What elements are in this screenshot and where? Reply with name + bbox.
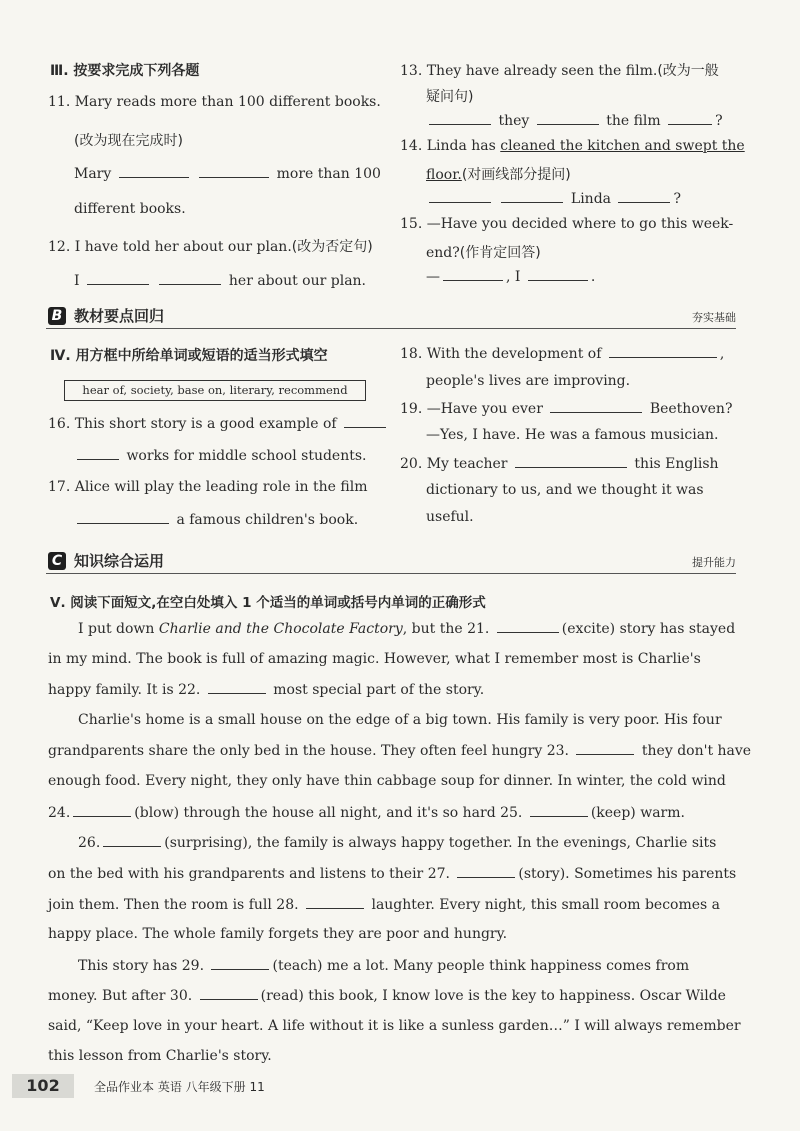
section-c-title: 知识综合运用 [74, 552, 165, 570]
q11-instruction: (改为现在完成时) [74, 133, 183, 149]
q18-text: 18. With the development of , [400, 346, 725, 362]
q14-blank-2[interactable] [501, 190, 563, 203]
section-b-title: 教材要点回归 [74, 307, 165, 325]
q15-line-2: end?(作肯定回答) [426, 245, 541, 261]
q13-blank-1[interactable] [429, 112, 491, 125]
section-3-left [48, 60, 393, 300]
q14-underlined-text: cleaned the kitchen and swept the [500, 138, 745, 154]
passage-line-3: happy family. It is 22. most special part of the story. [48, 682, 485, 698]
passage-line-7: 24. (blow) through the house all night, and it's so hard 25. (keep) warm. [48, 805, 685, 821]
q11-blank-1[interactable] [119, 165, 189, 178]
section-3-right [400, 60, 745, 290]
q11-answer-line: Mary more than 100 [74, 166, 381, 182]
passage-line-9: on the bed with his grandparents and listens to their 27. (story). Sometimes his parents [48, 866, 737, 882]
blank-23[interactable] [576, 742, 634, 755]
section-4-left [48, 345, 393, 535]
q17-line-2: a famous children's book. [74, 511, 358, 528]
passage-line-14: said, “Keep love in your heart. A life without it is like a sunless garden…” I will always remember [48, 1018, 741, 1034]
q13-blank-2[interactable] [537, 112, 599, 125]
q14-line-2: floor.(对画线部分提问) [426, 167, 571, 183]
section-b-rule [46, 328, 736, 329]
blank-28[interactable] [306, 896, 364, 909]
q13-blank-3[interactable] [668, 112, 712, 125]
passage-line-15: this lesson from Charlie's story. [48, 1048, 272, 1064]
section-c-badge: C [48, 552, 66, 570]
blank-29[interactable] [211, 957, 269, 970]
q13-answer-line: they the film ? [426, 112, 723, 129]
q16-line-2: works for middle school students. [74, 447, 367, 464]
q15-blank-1[interactable] [443, 268, 503, 281]
q12-text: 12. I have told her about our plan.(改为否定句) [48, 239, 373, 255]
q19-line-2: —Yes, I have. He was a famous musician. [426, 427, 719, 443]
word-box: hear of, society, base on, literary, recommend [64, 380, 366, 401]
passage-line-4: Charlie's home is a small house on the edge of a big town. His family is very poor. His four [78, 712, 722, 728]
section-4-heading: Ⅳ. 用方框中所给单词或短语的适当形式填空 [50, 348, 328, 364]
passage-line-12: This story has 29. (teach) me a lot. Many people think happiness comes from [78, 958, 690, 974]
q18-blank[interactable] [609, 345, 717, 358]
blank-26[interactable] [103, 834, 161, 847]
q14-text: 14. Linda has cleaned the kitchen and swept the [400, 138, 745, 154]
blank-27[interactable] [457, 865, 515, 878]
passage-line-11: happy place. The whole family forgets they are poor and hungry. [48, 926, 508, 942]
q15-text: 15. —Have you decided where to go this week- [400, 216, 734, 232]
q12-blank-2[interactable] [159, 272, 221, 285]
blank-22[interactable] [208, 681, 266, 694]
q20-text: 20. My teacher this English [400, 456, 719, 472]
q14-answer-line: Linda ? [426, 190, 681, 207]
passage-line-10: join them. Then the room is full 28. laughter. Every night, this small room becomes a [48, 897, 721, 913]
section-b-header [46, 305, 736, 329]
q20-line-3: useful. [426, 509, 474, 525]
q14-blank-3[interactable] [618, 190, 670, 203]
passage-line-1: I put down Charlie and the Chocolate Factory, but the 21. (excite) story has stayed [78, 621, 736, 637]
section-c-rule [46, 573, 736, 574]
q15-answer-line: — , I . [426, 269, 596, 285]
q11-answer-line-2: different books. [74, 201, 186, 217]
q19-text: 19. —Have you ever Beethoven? [400, 401, 733, 417]
q11-blank-2[interactable] [199, 165, 269, 178]
passage-line-8: 26. (surprising), the family is always happy together. In the evenings, Charlie sits [78, 835, 717, 851]
q20-blank[interactable] [515, 455, 627, 468]
q14-blank-1[interactable] [429, 190, 491, 203]
q12-blank-1[interactable] [87, 272, 149, 285]
passage [48, 620, 752, 1064]
q20-line-2: dictionary to us, and we thought it was [426, 482, 704, 498]
blank-21[interactable] [497, 620, 559, 633]
q17-blank[interactable] [77, 511, 169, 524]
section-5-heading: Ⅴ. 阅读下面短文,在空白处填入 1 个适当的单词或括号内单词的正确形式 [50, 595, 486, 611]
q11-text: 11. Mary reads more than 100 different books. [48, 94, 381, 110]
section-3-heading: Ⅲ. 按要求完成下列各题 [50, 63, 200, 79]
blank-30[interactable] [200, 987, 258, 1000]
q16-text: 16. This short story is a good example of [48, 415, 389, 432]
passage-line-13: money. But after 30. (read) this book, I know love is the key to happiness. Oscar Wilde [48, 988, 726, 1004]
q19-blank[interactable] [550, 400, 642, 413]
section-4-right [400, 345, 740, 535]
section-c-tag: 提升能力 [692, 556, 736, 569]
passage-line-5: grandparents share the only bed in the house. They often feel hungry 23. they don't have [48, 743, 752, 759]
book-title: 全品作业本 英语 八年级下册 11 [94, 1080, 265, 1094]
blank-24[interactable] [73, 804, 131, 817]
q12-answer-line: I her about our plan. [74, 273, 367, 289]
q13-text: 13. They have already seen the film.(改为一般 [400, 63, 719, 79]
q15-blank-2[interactable] [528, 268, 588, 281]
section-b-badge: B [48, 307, 66, 325]
q16-blank[interactable] [344, 415, 386, 428]
section-b-tag: 夯实基础 [692, 311, 736, 324]
passage-line-2: in my mind. The book is full of amazing magic. However, what I remember most is Charlie's [48, 651, 701, 667]
q18-line-2: people's lives are improving. [426, 373, 631, 389]
passage-line-6: enough food. Every night, they only have thin cabbage soup for dinner. In winter, the cold wind [48, 773, 726, 789]
section-c-header [46, 550, 736, 574]
blank-25[interactable] [530, 804, 588, 817]
q17-text: 17. Alice will play the leading role in the film [48, 479, 368, 495]
page-footer [0, 1068, 800, 1131]
page-number: 102 [12, 1074, 74, 1098]
q16-blank-cont[interactable] [77, 447, 119, 460]
q13-instruction: 疑问句) [426, 89, 474, 105]
